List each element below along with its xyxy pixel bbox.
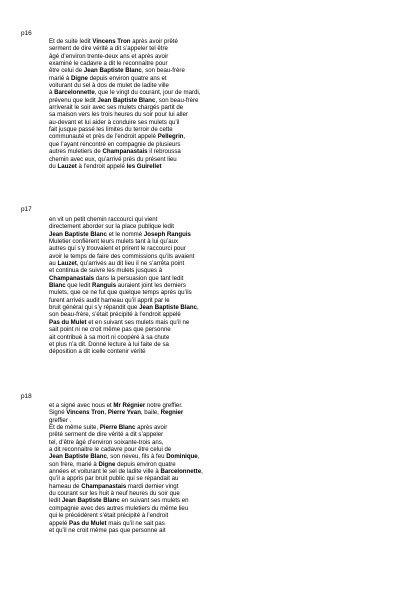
bold-name: Jean Baptiste Blanc <box>83 67 142 75</box>
text-run: ledit <box>49 497 62 505</box>
text-run: , <box>104 409 108 417</box>
text-run: après avoir prêté <box>130 38 178 45</box>
text-line <box>49 141 379 148</box>
text-run: , qu’arrivés au dit lieu il ne s’arrêta point <box>76 260 185 268</box>
text-run: Signé <box>49 409 67 417</box>
text-line <box>49 275 379 282</box>
text-run: tel, d’être âgé d’environ soixante-trois ans, <box>49 438 164 446</box>
text-line <box>49 223 379 230</box>
text-line <box>49 446 379 453</box>
text-run: a dit reconnaitre le cadavre pour être celui de <box>49 446 172 454</box>
text-run: et a signé avec nous et <box>49 402 114 409</box>
text-run: , <box>201 468 203 476</box>
text-run: que l’ayant rencontré en compagnie de plusieurs <box>49 140 181 148</box>
text-run: prêté serment de dire vérité a dit s’appeler <box>49 431 164 439</box>
bold-name: Champanastais <box>49 274 95 282</box>
bold-name: Vincens Tron <box>92 38 131 45</box>
text-run: que ledit <box>65 282 93 290</box>
text-run: et en suivant ses mulets mais qu’il ne <box>86 318 190 326</box>
text-run: en suivant ses mulets en <box>119 497 189 505</box>
text-line <box>49 75 379 82</box>
text-line <box>49 53 379 60</box>
text-run: Et de suite ledit <box>49 38 93 45</box>
page-p16-label: p16 <box>21 30 32 37</box>
text-line <box>49 260 379 267</box>
text-line <box>49 238 379 245</box>
bold-name: Pierre Blanc <box>99 424 136 432</box>
text-run: au <box>49 260 58 268</box>
text-run: auraient joint les derniers <box>116 282 186 290</box>
bold-name: Jean Baptiste Blanc <box>97 96 156 104</box>
text-line <box>49 231 379 238</box>
text-line <box>49 282 379 289</box>
text-line <box>49 483 379 490</box>
text-line <box>49 409 379 416</box>
text-line <box>49 453 379 460</box>
text-line <box>49 527 379 534</box>
text-run: serment de dire vérité a dit s’appeler tel être <box>49 45 168 53</box>
text-line <box>49 119 379 126</box>
text-line <box>49 490 379 497</box>
bold-name: Barcelonnette <box>160 468 202 476</box>
text-run: années et voiturant le sel de ladite ville à <box>49 468 161 476</box>
bold-name: Jean Baptiste Blanc <box>139 304 198 312</box>
text-line <box>49 424 379 431</box>
text-run: avoir le temps de faire des commissions qu’ils avaient <box>49 252 195 260</box>
text-line <box>49 468 379 475</box>
text-run: ait contribué à sa mort ni coopéré à sa chute <box>49 333 170 341</box>
text-run: mardi dernier vingt <box>126 482 179 490</box>
text-run: autres qui s’y trouvaient et prirent le raccourci pour <box>49 245 186 253</box>
text-run: marié à <box>49 74 72 82</box>
text-line <box>49 334 379 341</box>
text-line <box>49 417 379 424</box>
text-line <box>49 111 379 118</box>
text-run: chemin avec eux, qu’arrivé près du présent lieu <box>49 155 177 163</box>
text-line <box>49 163 379 170</box>
text-run: , son beau-frère <box>155 96 199 104</box>
text-run: , que le vingt du courant, jour de mardi, <box>94 89 201 97</box>
text-line <box>49 319 379 326</box>
text-run: depuis environ quatre <box>115 460 176 468</box>
text-run: au-devant et lui aider à conduire ses mulets qu’il <box>49 118 180 126</box>
text-line <box>49 402 379 409</box>
text-line <box>49 341 379 348</box>
bold-name: Dominique <box>166 453 198 461</box>
bold-name: Lauzet <box>57 260 77 268</box>
text-run: hameau de <box>49 482 82 490</box>
bold-name: Pas du Mulet <box>69 519 107 527</box>
text-line <box>49 475 379 482</box>
bold-name: Champanastais <box>81 482 127 490</box>
text-run: et continua de suivre les mulets jusques à <box>49 267 163 275</box>
text-run: et qu’il ne croit même pas que personne ait <box>49 526 166 534</box>
bold-name: Lauzet <box>57 162 77 170</box>
text-line <box>49 497 379 504</box>
text-run: depuis environ quatre ans et <box>87 74 167 82</box>
text-line <box>49 245 379 252</box>
page-p17-label: p17 <box>21 206 32 213</box>
text-run: déposition a dit icelle contenir vérité <box>49 348 146 356</box>
text-run: qu’il a appris par bruit public qui se répandait au <box>49 475 179 483</box>
text-run: âgé d’environ trente-deux ans et après avoir <box>49 52 169 60</box>
text-run: communauté et près de l’endroit appelé <box>49 133 158 141</box>
text-line <box>49 82 379 89</box>
text-line <box>49 253 379 260</box>
text-run: , baile, <box>140 409 161 417</box>
text-line <box>49 45 379 52</box>
text-run: son frère, marié à <box>49 460 99 468</box>
text-line <box>49 505 379 512</box>
text-line <box>49 439 379 446</box>
text-line <box>49 133 379 140</box>
text-run: mais qu’il ne sait pas <box>106 519 165 527</box>
text-run: après avoir <box>135 424 168 432</box>
text-line <box>49 297 379 304</box>
text-run: , <box>197 453 200 461</box>
text-line <box>49 89 379 96</box>
text-run: , <box>197 304 199 312</box>
bold-name: Champanastais <box>102 148 148 156</box>
bold-name: Vincens Tron <box>66 409 105 417</box>
text-line <box>49 38 379 45</box>
text-line <box>49 512 379 519</box>
bold-name: Digne <box>98 460 116 468</box>
bold-name: Pierre Yvan <box>107 409 141 417</box>
bold-name: Mr Régnier <box>113 402 146 409</box>
text-run: , <box>183 133 186 141</box>
page-p18-text <box>49 402 379 534</box>
text-line <box>49 126 379 133</box>
bold-name: Ranguis <box>92 282 117 290</box>
text-line <box>49 216 379 223</box>
text-run: directement aborder sur la place publique ledit <box>49 223 174 231</box>
text-line <box>49 431 379 438</box>
text-line <box>49 289 379 296</box>
text-run: qui le précédèrent s’était précipité à l’endroit <box>49 512 169 520</box>
text-line <box>49 311 379 318</box>
text-run: sait point ni ne croit même pas que personne <box>49 326 171 334</box>
text-line <box>49 104 379 111</box>
text-run: compagnie avec des autres muletiers du même lieu <box>49 504 189 512</box>
text-line <box>49 348 379 355</box>
text-run: du <box>49 162 58 170</box>
text-run: prévenu que ledit <box>49 96 98 104</box>
text-run: fait jusque passé les limites du terroir de cette <box>49 126 173 134</box>
page-p16-text <box>49 38 379 170</box>
bold-name: Jean Baptiste Blanc <box>49 230 107 238</box>
text-line <box>49 97 379 104</box>
page-p18-label: p18 <box>21 393 32 400</box>
text-run: appelé <box>49 519 69 527</box>
text-run: et plus n’a dit. Donné lecture à lui faite de sa <box>49 340 169 348</box>
bold-name: les Guirellet <box>126 162 162 170</box>
text-run: à l’endroit appelé <box>76 162 127 170</box>
text-run: examiné le cadavre a dit le reconnaitre pour <box>49 60 168 68</box>
text-run: Muletier confièrent leurs mulets tant à lui qu’aux <box>49 238 179 246</box>
text-run: bruit général qui s’y répandit que <box>49 304 140 312</box>
text-line <box>49 461 379 468</box>
text-run: mulets, que ce ne fut que quelque temps après qu’ils <box>49 289 192 297</box>
text-run: furent arrivés audit hameau qu’il apprit par le <box>49 296 170 304</box>
bold-name: Regnier <box>160 409 184 417</box>
text-run: greffier . <box>49 416 72 424</box>
bold-name: Pas du Mulet <box>49 318 87 326</box>
bold-name: Jean Baptiste Blanc <box>61 497 120 505</box>
text-line <box>49 67 379 74</box>
text-run: son beau-frère, s’était précipité à l’endroit appelé <box>49 311 181 319</box>
text-run: autres muletiers de <box>49 148 103 156</box>
bold-name: Joseph Ranguis <box>143 230 191 238</box>
text-line <box>49 326 379 333</box>
text-run: il rebroussa <box>147 148 181 156</box>
text-run: , son beau-frère <box>141 67 185 75</box>
text-line <box>49 267 379 274</box>
bold-name: Digne <box>71 74 88 82</box>
text-run: du courant sur les huit à neuf heures du soir que <box>49 490 180 498</box>
text-line <box>49 60 379 67</box>
text-run: voiturant du sel à dos de mulet de ladite ville <box>49 82 169 90</box>
text-run: , son neveu, fils à feu <box>106 453 167 461</box>
text-run: sa maison vers les trois heures du soir pour lui aller <box>49 111 188 119</box>
text-run: notre greffier. <box>145 402 183 409</box>
bold-name: Pellegrin <box>157 133 184 141</box>
bold-name: Blanc <box>49 282 66 290</box>
page-p17-text <box>49 216 379 356</box>
text-line <box>49 156 379 163</box>
bold-name: Jean Baptiste Blanc <box>49 453 107 461</box>
text-line <box>49 304 379 311</box>
text-run: en vit un petit chemin raccourci qui vient <box>49 216 158 223</box>
text-run: et le nommé <box>106 230 144 238</box>
text-run: dans la persuasion que tant ledit <box>94 274 184 282</box>
text-line <box>49 148 379 155</box>
text-run: arriverait le soir avec ses mulets chargés partit de <box>49 104 184 112</box>
text-run: être celui de <box>49 67 84 75</box>
text-run: à <box>49 89 55 97</box>
text-run: Et de même suite, <box>49 424 100 432</box>
text-line <box>49 520 379 527</box>
bold-name: Barcelonnette <box>54 89 95 97</box>
